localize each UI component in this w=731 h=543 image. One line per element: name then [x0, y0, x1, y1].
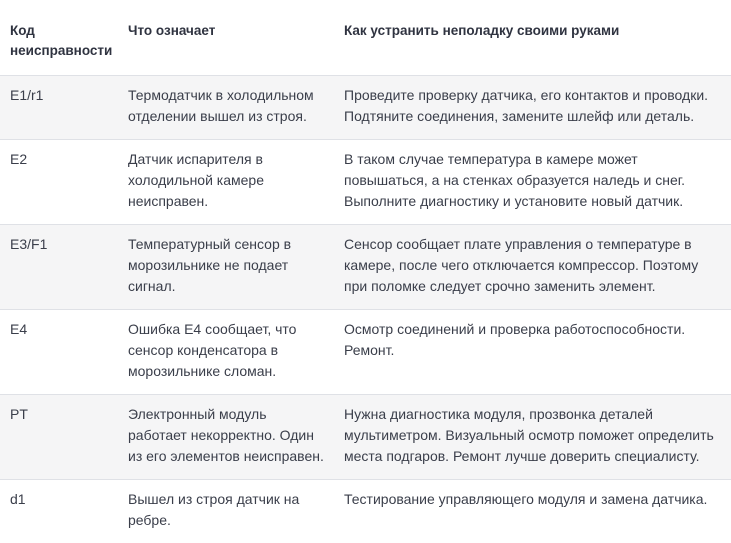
- cell-fix: Проведите проверку датчика, его контактов и проводки. Подтяните соединения, замените шлейф или деталь.: [334, 76, 731, 140]
- table-row: [0, 310, 731, 395]
- cell-meaning: Вышел из строя датчик на ребре.: [118, 480, 334, 543]
- header-code: Код неисправности: [0, 0, 118, 76]
- cell-meaning: Электронный модуль работает некорректно. Один из его элементов неисправен.: [118, 395, 334, 480]
- cell-fix: В таком случае температура в камере может повышаться, а на стенках образуется наледь и снег. Выполните диагностику и установите новый датчик.: [334, 140, 731, 225]
- cell-fix: Нужна диагностика модуля, прозвонка деталей мультиметром. Визуальный осмотр поможет определить места подгаров. Ремонт лучше доверить специалисту.: [334, 395, 731, 480]
- header-meaning: Что означает: [118, 0, 334, 76]
- table-row: [0, 76, 731, 140]
- cell-fix: Сенсор сообщает плате управления о температуре в камере, после чего отключается компрессор. Поэтому при поломке следует срочно заменить элемент.: [334, 225, 731, 310]
- table-row: [0, 480, 731, 543]
- cell-meaning: Датчик испарителя в холодильной камере неисправен.: [118, 140, 334, 225]
- cell-code: E4: [0, 310, 118, 395]
- cell-code: PT: [0, 395, 118, 480]
- table-row: [0, 225, 731, 310]
- cell-fix: Осмотр соединений и проверка работоспособности. Ремонт.: [334, 310, 731, 395]
- cell-meaning: Ошибка E4 сообщает, что сенсор конденсатора в морозильнике сломан.: [118, 310, 334, 395]
- cell-meaning: Термодатчик в холодильном отделении вышел из строя.: [118, 76, 334, 140]
- header-row: [0, 0, 731, 76]
- table-row: [0, 140, 731, 225]
- cell-code: E1/r1: [0, 76, 118, 140]
- cell-fix: Тестирование управляющего модуля и замена датчика.: [334, 480, 731, 543]
- table-header: [0, 0, 731, 76]
- header-fix: Как устранить неполадку своими руками: [334, 0, 731, 76]
- table-body: [0, 76, 731, 543]
- cell-code: E3/F1: [0, 225, 118, 310]
- cell-code: E2: [0, 140, 118, 225]
- cell-meaning: Температурный сенсор в морозильнике не подает сигнал.: [118, 225, 334, 310]
- table-row: [0, 395, 731, 480]
- cell-code: d1: [0, 480, 118, 543]
